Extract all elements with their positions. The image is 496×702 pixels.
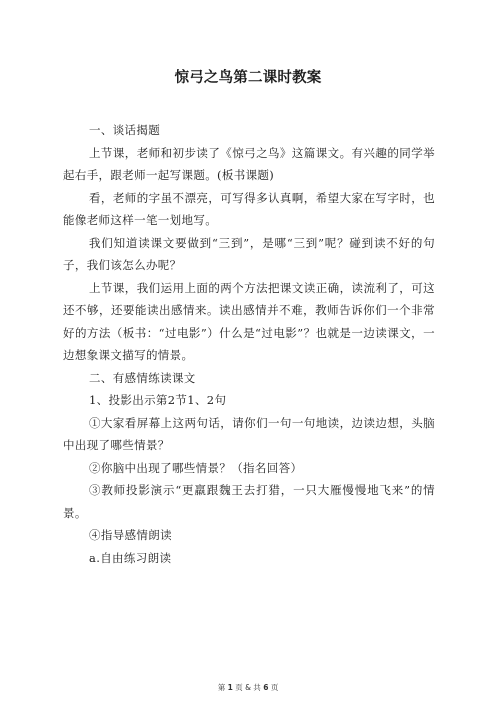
list-item: a.自由练习朗读 [89,550,172,565]
paragraph: 我们知道读课文要做到“三到”，是哪“三到”呢？碰到读不好的句子，我们该怎么办呢？ [63,235,435,272]
document-title: 惊弓之鸟第二课时教案 [174,70,322,86]
list-item: ①大家看屏幕上这两句话，请你们一句一句地读，边读边想，头脑中出现了哪些情景？ [63,415,435,452]
section-heading: 一、谈话揭题 [89,123,161,137]
list-item: ②你脑中出现了哪些情景？（指名回答） [89,460,303,475]
page-footer [0,682,496,693]
paragraph: 看，老师的字虽不漂亮，可写得多认真啊，希望大家在写字时，也能像老师这样一笔一划地写。 [63,190,435,227]
footer-prefix: 第 [217,683,226,692]
footer-page-number: 1 [227,683,233,692]
document-body [63,119,435,569]
paragraph: 上节课，我们运用上面的两个方法把课文读正确，读流利了，可这还不够，还要能读出感情来。读出感情并不难，教师告诉你们一个非常好的方法（板书：“过电影”）什么是“过电影”？也就是一边读课文，一边想象课文描写的情景。 [63,280,435,362]
list-item: ③教师投影演示“更羸跟魏王去打猎，一只大雁慢慢地飞来”的情景。 [63,483,435,520]
section-heading: 二、有感情练读课文 [89,370,196,385]
paragraph: 上节课，老师和初步读了《惊弓之鸟》这篇课文。有兴趣的同学举起右手，跟老师一起写课题。(板书课题) [63,145,435,182]
footer-total-pages: 6 [263,683,269,692]
footer-suffix: 页 [270,683,279,692]
list-item: ④指导感情朗读 [89,528,172,542]
list-item: 1、投影出示第2节1、2句 [89,393,227,407]
footer-middle: 页 & 共 [235,683,261,692]
